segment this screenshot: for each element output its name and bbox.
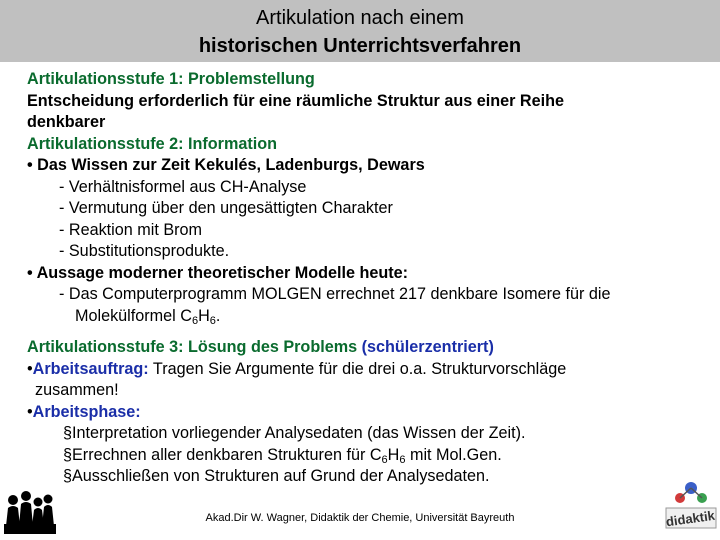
phase-line: •Arbeitsphase: xyxy=(27,402,141,421)
bullet-knowledge: • Das Wissen zur Zeit Kekulés, Ladenburgs, Dewars xyxy=(27,156,425,174)
sub-item: - Verhältnisformel aus CH-Analyse xyxy=(59,177,307,196)
task-line1: •Arbeitsauftrag: Tragen Sie Argumente für die drei o.a. Strukturvorschläge xyxy=(27,359,567,378)
stage2-heading: Artikulationsstufe 2: Information xyxy=(27,134,278,153)
molgen-line2: Molekülformel $C_6H_6$. xyxy=(75,306,221,327)
title-line-1: Artikulation nach einem xyxy=(256,7,464,29)
stage1-text-line2: denkbarer xyxy=(27,113,106,131)
bullet-modern-models: • Aussage moderner theoretischer Modelle heute: xyxy=(27,263,409,282)
molgen-line1: - Das Computerprogramm MOLGEN errechnet 217 denkbare Isomere für die xyxy=(59,285,611,303)
slide-content xyxy=(27,69,707,488)
title-bar xyxy=(0,0,720,62)
phase-item-2: §Errechnen aller denkbaren Strukturen für $C_6H_6$ mit Mol.Gen. xyxy=(63,445,502,466)
people-silhouettes-logo xyxy=(4,486,56,534)
sub-item: - Vermutung über den ungesättigten Charakter xyxy=(59,199,393,217)
sub-item: - Substitutionsprodukte. xyxy=(59,242,230,260)
stage1-heading: Artikulationsstufe 1: Problemstellung xyxy=(27,70,315,88)
didaktik-logo xyxy=(664,478,718,536)
stage1-text-line1: Entscheidung erforderlich für eine räumliche Struktur aus einer Reihe xyxy=(27,91,565,110)
svg-text:didaktik: didaktik xyxy=(665,507,716,530)
title-line-2: historischen Unterrichtsverfahren xyxy=(198,35,522,57)
phase-item-3: §Ausschließen von Strukturen auf Grund der Analysedaten. xyxy=(63,467,490,485)
sub-item: - Reaktion mit Brom xyxy=(59,220,203,239)
footer-credit: Akad.Dir W. Wagner, Didaktik der Chemie, Universität Bayreuth xyxy=(205,512,515,524)
stage3-heading: Artikulationsstufe 3: Lösung des Problems (schülerzentriert) xyxy=(27,338,494,356)
phase-item-1: §Interpretation vorliegender Analysedaten (das Wissen der Zeit). xyxy=(63,424,526,442)
task-line2: zusammen! xyxy=(35,381,119,399)
